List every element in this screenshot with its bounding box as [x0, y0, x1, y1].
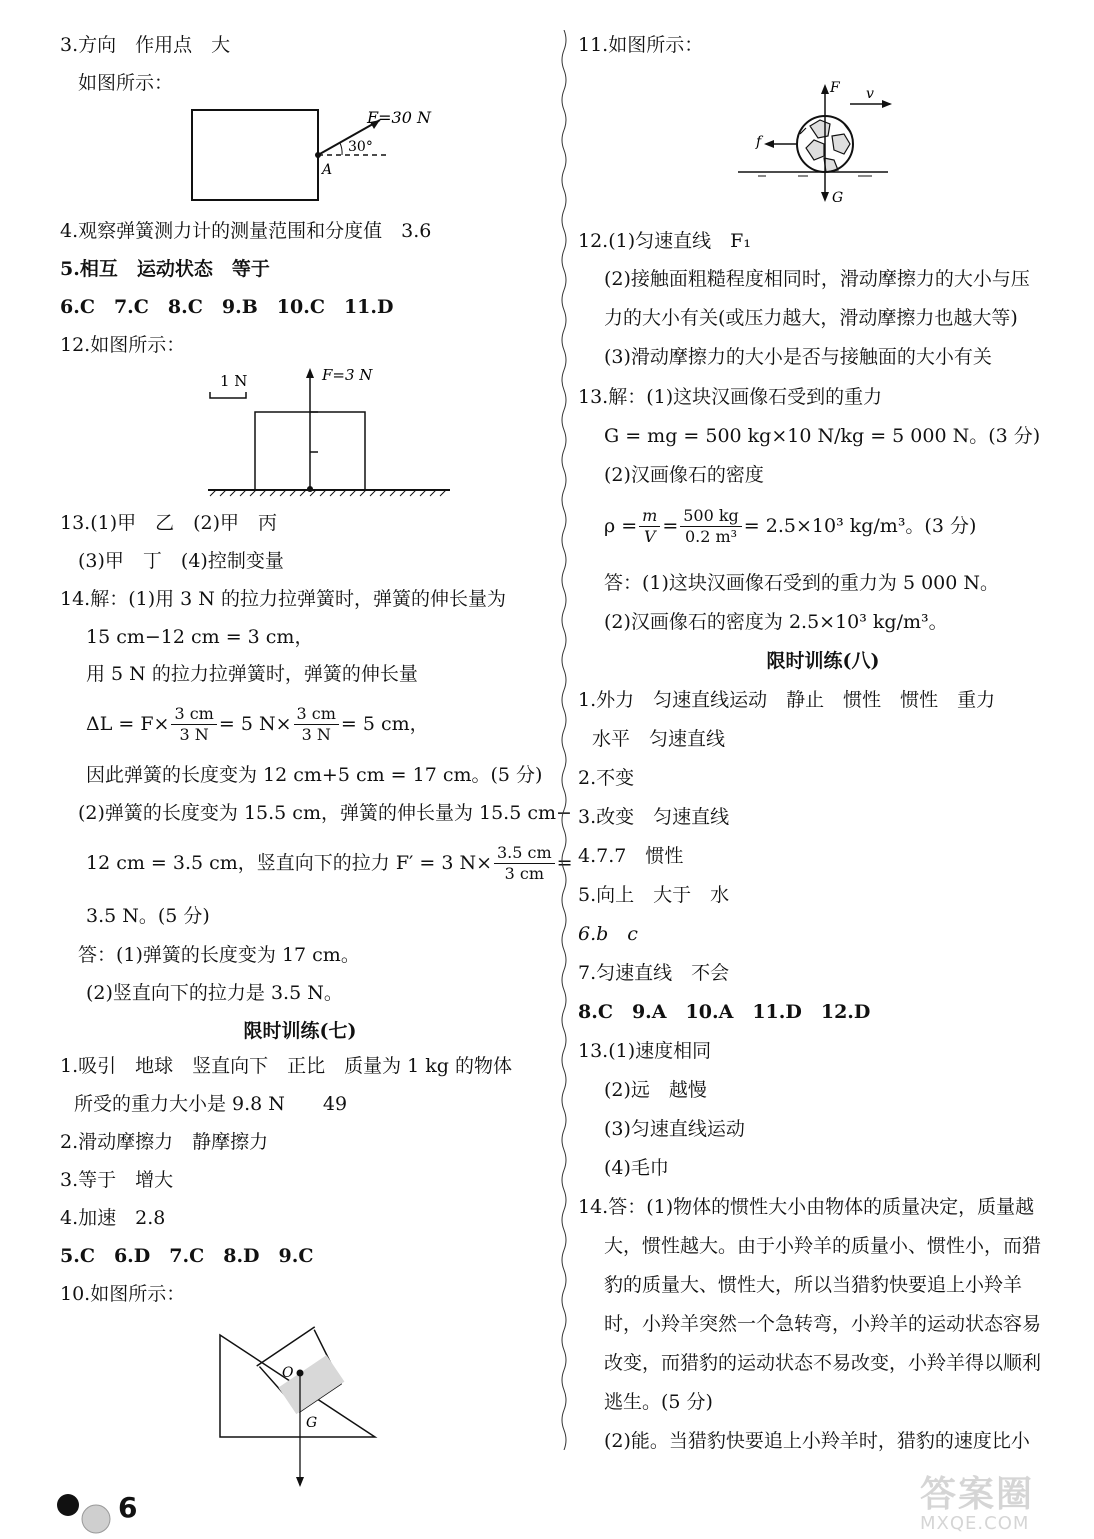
incline-diagram: [210, 1315, 450, 1495]
answer-12-1: 12.(1)匀速直线 F₁: [578, 230, 751, 252]
figure-caption: 如图所示：: [78, 72, 174, 94]
answer-14-line: (2)弹簧的长度变为 15.5 cm，弹簧的伸长量为 15.5 cm−: [78, 802, 572, 824]
angle-label: 30°: [348, 139, 373, 155]
answer-8-13-4: (4)毛巾: [604, 1157, 669, 1179]
answer-8-1-cont: 水平 匀速直线: [592, 728, 726, 750]
answer-14-line: 3.5 N。(5 分): [86, 905, 210, 927]
answer-12-2: (2)接触面粗糙程度相同时，滑动摩擦力的大小与压: [604, 268, 1030, 290]
answer-8-14-line: 改变，而猎豹的运动状态不易改变，小羚羊得以顺利: [604, 1352, 1042, 1374]
answer-14-line: 因此弹簧的长度变为 12 cm+5 cm = 17 cm。(5 分): [86, 764, 543, 786]
velocity-label: v: [866, 86, 874, 102]
answer-8-13-2: (2)远 越慢: [604, 1079, 707, 1101]
answer-3: 3.方向 作用点 大: [60, 34, 231, 56]
equation-force: 12 cm = 3.5 cm，竖直向下的拉力 F′ = 3 N× $\frac{3.5 cm}{3 cm}$ =: [86, 842, 573, 883]
center-label: O: [282, 1365, 294, 1381]
answer-14-line: 用 5 N 的拉力拉弹簧时，弹簧的伸长量: [86, 663, 418, 685]
equation-delta-l: ΔL = F× $\frac{3 cm}{3 N}$ = 5 N× $\frac{3 cm}{3 N}$ = 5 cm，: [86, 703, 429, 744]
page-number: [56, 1485, 156, 1539]
answer-8-6: 6.b c: [578, 923, 638, 945]
answer-7-1: 1.吸引 地球 竖直向下 正比 质量为 1 kg 的物体: [60, 1055, 513, 1077]
answer-4: 4.观察弹簧测力计的测量范围和分度值 3.6: [60, 220, 432, 242]
answer-7-1-cont: 所受的重力大小是 9.8 N 49: [74, 1093, 348, 1115]
page-number-text: 6: [118, 1491, 138, 1524]
answer-13a: 13.(1)甲 乙 (2)甲 丙: [60, 512, 278, 534]
answer-8-14: 14.答：(1)物体的惯性大小由物体的质量决定，质量越: [578, 1196, 1035, 1218]
column-divider: [558, 30, 570, 1450]
answer-7-3: 3.等于 增大: [60, 1169, 174, 1191]
answer-8-8-12: 8.C 9.A 10.A 11.D 12.D: [578, 1001, 871, 1023]
friction-label: f: [756, 134, 762, 150]
gravity-label: G: [832, 190, 844, 206]
answer-12: 12.如图所示：: [60, 334, 186, 356]
answer-8-3: 3.改变 匀速直线: [578, 806, 730, 828]
answer-5: 5.相互 运动状态 等于: [60, 258, 270, 280]
answer-6-11: 6.C 7.C 8.C 9.B 10.C 11.D: [60, 296, 394, 318]
force-label: F=30 N: [367, 108, 431, 127]
answer-13-conclusion: 答：(1)这块汉画像石受到的重力为 5 000 N。: [604, 572, 1000, 594]
answer-8-5: 5.向上 大于 水: [578, 884, 730, 906]
force-diagram-30deg: [190, 100, 510, 210]
answer-14-line: 15 cm−12 cm = 3 cm，: [86, 626, 314, 648]
ball-force-diagram: [728, 76, 928, 211]
answer-8-14-line: 豹的质量大、惯性大，所以当猎豹快要追上小羚羊: [604, 1274, 1023, 1296]
answer-13-conclusion: (2)汉画像石的密度为 2.5×10³ kg/m³。: [604, 611, 948, 633]
answer-13b: (3)甲 丁 (4)控制变量: [78, 550, 284, 572]
section-heading-7: 限时训练(七): [243, 1020, 357, 1042]
point-label: A: [322, 162, 333, 178]
answer-14-conclusion: (2)竖直向下的拉力是 3.5 N。: [86, 982, 343, 1004]
page-decoration-icon: [56, 1485, 156, 1535]
scale-label: 1 N: [220, 372, 248, 390]
answer-13-line: G = mg = 500 kg×10 N/kg = 5 000 N。(3 分): [604, 425, 1041, 447]
answer-13: 13.解：(1)这块汉画像石受到的重力: [578, 386, 883, 408]
answer-12-2-cont: 力的大小有关(或压力越大，滑动摩擦力也越大等): [604, 307, 1018, 329]
answer-12-3: (3)滑动摩擦力的大小是否与接触面的大小有关: [604, 346, 992, 368]
force-label: F=3 N: [322, 366, 373, 384]
section-heading-8: 限时训练(八): [766, 650, 880, 672]
force-diagram-3n: [200, 362, 460, 497]
answer-7-4: 4.加速 2.8: [60, 1207, 166, 1229]
answer-13-line: (2)汉画像石的密度: [604, 464, 764, 486]
answer-14-conclusion: 答：(1)弹簧的长度变为 17 cm。: [78, 944, 360, 966]
answer-8-14-line: 时，小羚羊突然一个急转弯，小羚羊的运动状态容易: [604, 1313, 1042, 1335]
answer-8-13-1: 13.(1)速度相同: [578, 1040, 712, 1062]
answer-8-13-3: (3)匀速直线运动: [604, 1118, 745, 1140]
answer-8-14-line: 大，惯性越大。由于小羚羊的质量小、惯性小，而猎: [604, 1235, 1042, 1257]
answer-8-14-line: (2)能。当猎豹快要追上小羚羊时，猎豹的速度比小: [604, 1430, 1030, 1452]
answer-8-7: 7.匀速直线 不会: [578, 962, 730, 984]
answer-11: 11.如图所示：: [578, 34, 704, 56]
answer-7-2: 2.滑动摩擦力 静摩擦力: [60, 1131, 269, 1153]
equation-density: ρ = $\frac{m}{V}$ = $\frac{500 kg}{\text{0.2 m³}}$ = 2.5×10³ kg/m³。(3 分): [604, 505, 977, 546]
answer-7-10: 10.如图所示：: [60, 1283, 186, 1305]
answer-8-1: 1.外力 匀速直线运动 静止 惯性 惯性 重力: [578, 689, 996, 711]
gravity-label: G: [306, 1415, 318, 1431]
answer-8-2: 2.不变: [578, 767, 635, 789]
watermark-logo: 答案圈 MXQE.COM: [920, 1474, 1035, 1534]
answer-7-5-9: 5.C 6.D 7.C 8.D 9.C: [60, 1245, 314, 1267]
force-up-label: F: [830, 80, 840, 96]
answer-8-4: 4.7.7 惯性: [578, 845, 684, 867]
answer-8-14-line: 逃生。(5 分): [604, 1391, 713, 1413]
answer-14-intro: 14.解：(1)用 3 N 的拉力拉弹簧时，弹簧的伸长量为: [60, 588, 506, 610]
